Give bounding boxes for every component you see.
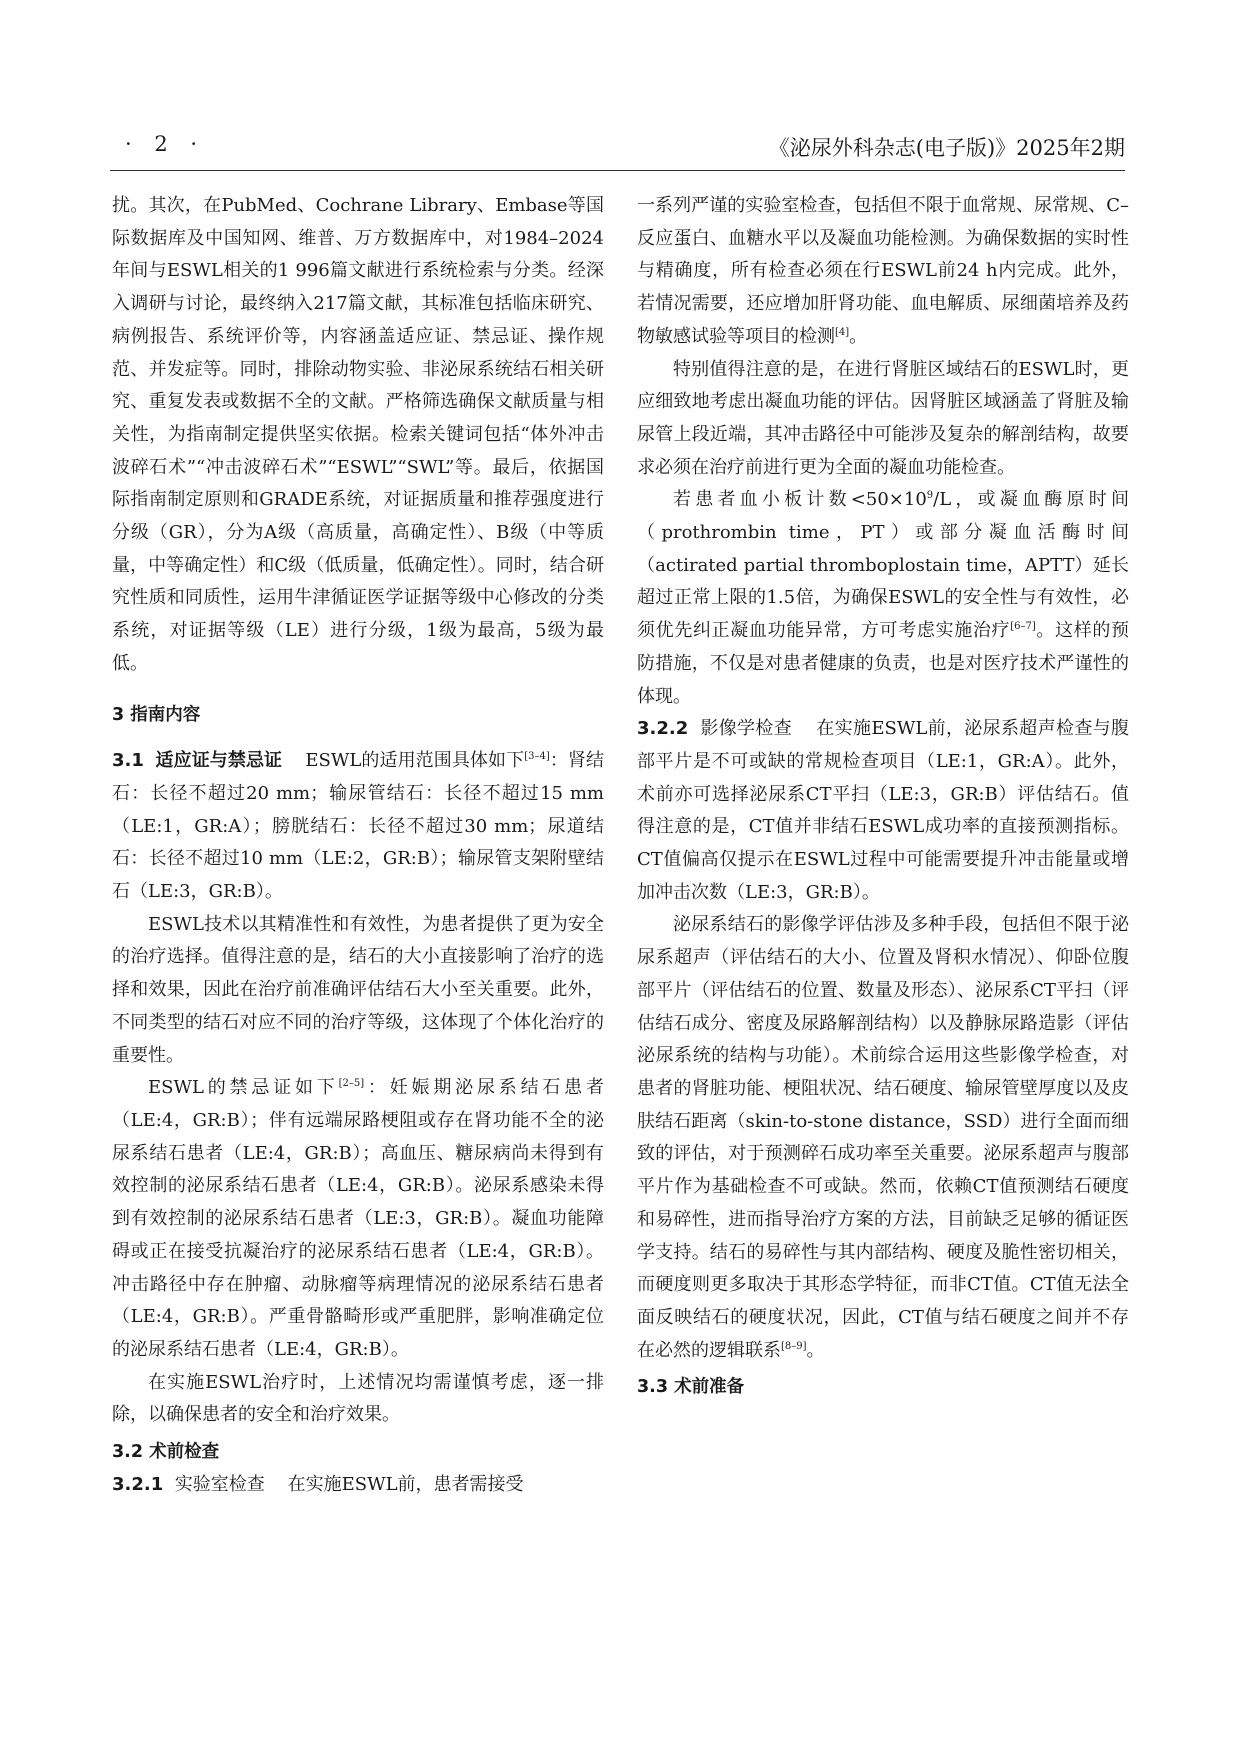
journal-title: 《泌尿外科杂志(电子版)》2025年2期: [768, 136, 1125, 160]
paragraph: [637, 190, 1129, 354]
right-column: [637, 190, 1129, 1404]
paragraph: [112, 1072, 604, 1366]
section-title: 实验室检查: [174, 1473, 265, 1495]
paragraph: [637, 713, 1129, 909]
section-heading: 3.2 术前检查: [112, 1442, 220, 1463]
citation: [3–4]: [524, 751, 550, 763]
paragraph-text: ESWL的适用范围具体如下: [305, 750, 525, 772]
citation: [2–5]: [338, 1078, 365, 1090]
paragraph-text: 。: [849, 325, 868, 347]
paragraph-text: 在实施ESWL前，泌尿系超声检查与腹部平片是不可或缺的常规检查项目（LE:1，GR:A）。此外，术前亦可选择泌尿系CT平扫（LE:3，GR:B）评估结石。值得注意的是，CT值并非结石ESWL成功率的直接预测指标。CT值偏高仅提示在ESWL过程中可能需要提升冲击能量或增加冲击次数（LE:3，GR:B）。: [637, 718, 1129, 903]
section-heading: 3.3 术前准备: [637, 1377, 745, 1398]
paragraph-text: 一系列严谨的实验室检查，包括但不限于血常规、尿常规、C–反应蛋白、血糖水平以及凝血功能检测。为确保数据的实时性与精确度，所有检查必须在行ESWL前24 h内完成。此外，若情况需要，还应增加肝肾功能、血电解质、尿细菌培养及药物敏感试验等项目的检测: [637, 195, 1129, 347]
section-number: 3.2.1: [112, 1473, 164, 1495]
paragraph-text: ：肾结石：长径不超过20 mm；输尿管结石：长径不超过15 mm（LE:1，GR:A）；膀胱结石：长径不超过30 mm；尿道结石：长径不超过10 mm（LE:2，GR:B）；输尿管支架附壁结石（LE:3，GR:B）。: [112, 750, 604, 903]
citation: [4]: [835, 326, 850, 338]
paragraph-text: ：妊娠期泌尿系结石患者（LE:4，GR:B）；伴有远端尿路梗阻或存在肾功能不全的泌尿系结石患者（LE:4，GR:B）；高血压、糖尿病尚未得到有效控制的泌尿系结石患者（LE:4，GR:B）。泌尿系感染未得到有效控制的泌尿系结石患者（LE:3，GR:B）。凝血功能障碍或正在接受抗凝治疗的泌尿系结石患者（LE:4，GR:B）。冲击路径中存在肿瘤、动脉瘤等病理情况的泌尿系结石患者（LE:4，GR:B）。严重骨骼畸形或严重肥胖，影响准确定位的泌尿系结石患者（LE:4，GR:B）。: [112, 1077, 604, 1360]
page-number: · 2 ·: [125, 132, 206, 156]
section-heading: 3 指南内容: [112, 704, 201, 725]
paragraph: [637, 484, 1129, 713]
paragraph: 在实施ESWL治疗时，上述情况均需谨慎考虑，逐一排除，以确保患者的安全和治疗效果。: [112, 1371, 604, 1426]
citation: [6–7]: [1010, 621, 1036, 633]
paragraph: [637, 909, 1129, 1367]
paragraph: [112, 745, 604, 909]
superscript: 9: [926, 490, 934, 502]
paragraph-text: 。这样的预防措施，不仅是对患者健康的负责，也是对医疗技术严谨性的体现。: [637, 620, 1130, 707]
section-number: 3.2.2: [637, 718, 689, 740]
paragraph-text: ESWL的禁忌证如下: [148, 1077, 339, 1099]
paragraph-text: 泌尿系结石的影像学评估涉及多种手段，包括但不限于泌尿系超声（评估结石的大小、位置及肾积水情况）、仰卧位腹部平片（评估结石的位置、数量及形态）、泌尿系CT平扫（评估结石成分、密度及尿路解剖结构）以及静脉尿路造影（评估泌尿系统的结构与功能）。术前综合运用这些影像学检查，对患者的肾脏功能、梗阻状况、结石硬度、输尿管壁厚度以及皮肤结石距离（skin-to-stone distance，SSD）进行全面而细致的评估，对于预测碎石成功率至关重要。泌尿系超声与腹部平片作为基础检查不可或缺。然而，依赖CT值预测结石硬度和易碎性，进而指导治疗方案的方法，目前缺乏足够的循证医学支持。结石的易碎性与其内部结构、硬度及脆性密切相关，而硬度则更多取决于其形态学特征，而非CT值。CT值无法全面反映结石的硬度状况，因此，CT值与结石硬度之间并不存在必然的逻辑联系: [637, 914, 1129, 1361]
header-rule: [110, 170, 1125, 171]
paragraph: ESWL技术以其精准性和有效性，为患者提供了更为安全的治疗选择。值得注意的是，结石的大小直接影响了治疗的选择和效果，因此在治疗前准确评估结石大小至关重要。此外，不同类型的结石对应不同的治疗等级，这体现了个体化治疗的重要性。: [112, 913, 604, 1066]
paragraph: [112, 1469, 604, 1502]
left-column: [112, 190, 604, 1501]
citation: [8–9]: [781, 1340, 807, 1352]
paragraph-text: 若患者血小板计数<50×10: [673, 489, 927, 511]
section-title: 影像学检查: [700, 718, 793, 740]
paragraph-text: 。: [806, 1339, 825, 1361]
page-header: [125, 132, 1125, 166]
paragraph: 扰。其次，在PubMed、Cochrane Library、Embase等国际数据库及中国知网、维普、万方数据库中，对1984–2024年间与ESWL相关的1 996篇文献进行系统检索与分类。经深入调研与讨论，最终纳入217篇文献，其标准包括临床研究、病例报告、系统评价等，内容涵盖适应证、禁忌证、操作规范、并发症等。同时，排除动物实验、非泌尿系统结石相关研究、重复发表或数据不全的文献。严格筛选确保文献质量与相关性，为指南制定提供坚实依据。检索关键词包括“体外冲击波碎石术”“冲击波碎石术”“ESWL”“SWL”等。最后，依据国际指南制定原则和GRADE系统，对证据质量和推荐强度进行分级（GR），分为A级（高质量，高确定性）、B级（中等质量，中等确定性）和C级（低质量，低确定性）。同时，结合研究性质和同质性，运用牛津循证医学证据等级中心修改的分类系统，对证据等级（LE）进行分级，1级为最高，5级为最低。: [112, 195, 604, 674]
paragraph-text: /L，或凝血酶原时间（prothrombin time，PT）或部分凝血活酶时间（actirated partial thromboplostain time，APTT）延长超过正常上限的1.5倍，为确保ESWL的安全性与有效性，必须优先纠正凝血功能异常，方可考虑实施治疗: [637, 489, 1129, 642]
paragraph: 特别值得注意的是，在进行肾脏区域结石的ESWL时，更应细致地考虑出凝血功能的评估。因肾脏区域涵盖了肾脏及输尿管上段近端，其冲击路径中可能涉及复杂的解剖结构，故要求必须在治疗前进行更为全面的凝血功能检查。: [637, 358, 1129, 478]
section-number: 3.1: [112, 750, 144, 772]
section-title: 适应证与禁忌证: [155, 750, 283, 772]
paragraph-text: 在实施ESWL前，患者需接受: [287, 1473, 524, 1495]
